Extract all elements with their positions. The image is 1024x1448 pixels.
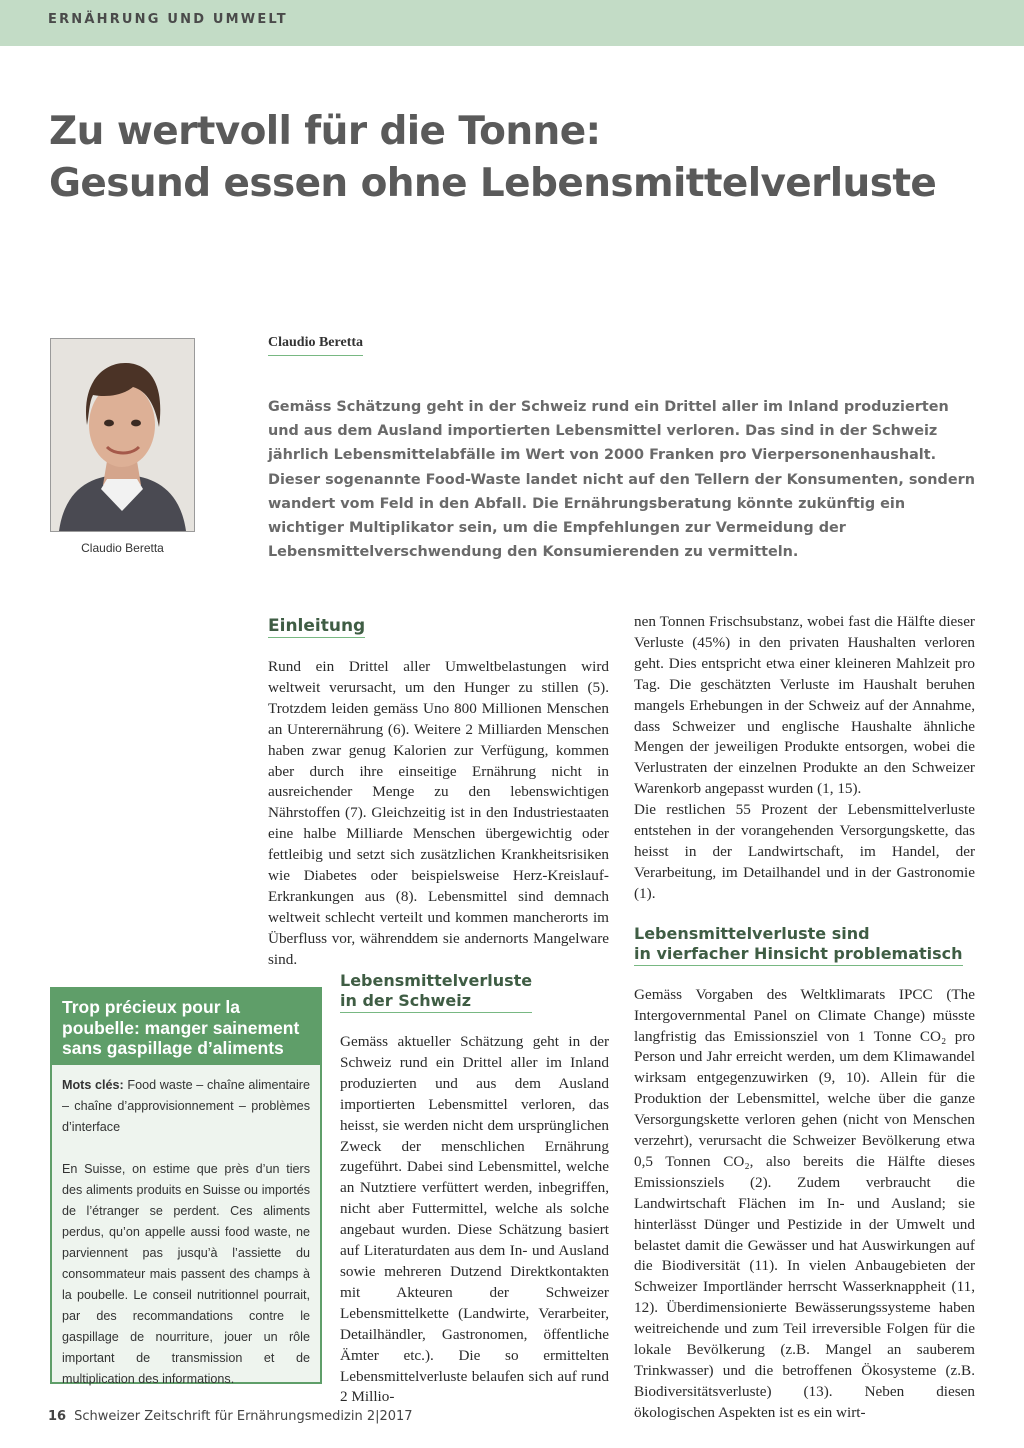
journal-name: Schweizer Zeitschrift für Ernährungsmedizin 2|2017 <box>74 1409 413 1424</box>
right-column <box>634 612 975 1424</box>
photo-caption: Claudio Beretta <box>81 541 164 555</box>
swiss-text: Gemäss aktueller Schätzung geht in der Schweiz rund ein Drittel aller im Inland produzierten und aus dem Ausland importierten Lebensmittel verloren, das heisst, sie werden nicht dem ursprünglichen Zweck der menschlichen Ernährung zugeführt. Dabei sind Lebensmittel, welche an Nutztiere verfüttert werden, inbegriffen, nicht aber Futtermittel, welche als solche angebaut wurden. Diese Schätzung basiert auf Literaturdaten aus dem In- und Ausland sowie mehreren Dutzend Direktkontakten mit Akteuren der Schweizer Lebensmittelkette (Landwirte, Verarbeiter, Detailhändler, Gastronomen, öffentliche Ämter etc.). Die so ermittelten Lebensmittelverluste belaufen sich auf rund 2 Millio- <box>340 1033 609 1406</box>
article-title-line1: Zu wertvoll für die Tonne: <box>49 109 601 154</box>
intro-heading: Einleitung <box>268 616 366 636</box>
problem-text: Gemäss Vorgaben des Weltklimarats IPCC (The Intergovernmental Panel on Climate Change) müsste langfristig das Emissionsziel von 1 Tonne CO₂ pro Person und Jahr erreicht werden, um dem Klimawandel wirksam entgegenzuwirken (9, 10). Allein für die Produktion der Lebensmittel, welche über die ganze Versorgungskette verloren gehen (nicht von Menschen verzehrt), verursacht die Schweizer Bevölkerung etwa 0,5 Tonnen CO₂, also bereits die Hälfte dieses Emissionsziels (2). Zudem verbraucht die Landwirtschaft Flächen im In- und Ausland; sie hinterlässt Dünger und Pestizide in der Umwelt und belastet damit die Gewässer und hat Auswirkungen auf die Biodiversität (11). In vielen Anbaugebieten der Schweizer Importländer herrscht Wasserknappheit (11, 12). Überdimensionierte Bewässerungssysteme haben weitreichende und zum Teil irreversible Folgen für die lokale Bevölkerung (z.B. Mangel an sauberem Trinkwasser) und die betroffenen Ökosysteme (z.B. Biodiversitätsverluste) (13). Neben diesen ökologischen Aspekten ist es ein wirt- <box>634 985 975 1421</box>
keywords-paragraph <box>62 1075 310 1138</box>
problem-heading-line2: in vierfacher Hinsicht problematisch <box>634 943 963 963</box>
swiss-heading-line1: Lebensmittelverluste <box>340 971 533 990</box>
right-text-p1: nen Tonnen Frischsubstanz, wobei fast die Hälfte dieser Verluste (45%) in den privaten Haushalten verloren geht. Dies entspricht etwa einer kleineren Mahlzeit pro Tag. Die geschätzten Verluste im Haushalt beruhen mangels Erhebungen in der Schweiz auf der Annahme, dass Schweizer und englische Haushalte ähnliche Mengen der jeweiligen Produkte entsorgen, wobei die Verlustraten der einzelnen Produkte an den Schweizer Warenkorb angepasst wurden (1, 15). <box>634 613 975 798</box>
section-label: ERNÄHRUNG UND UMWELT <box>48 12 288 27</box>
keywords-label: Mots clés: <box>62 1077 124 1092</box>
article-title <box>49 106 936 210</box>
french-summary-text: En Suisse, on estime que près d’un tiers des aliments produits en Suisse ou importés de l’étranger se perdent. Ces aliments perdus, qu’on appelle aussi food waste, ne parviennent pas jusqu’à l’assiette du consommateur mais passent des champs à la poubelle. Le conseil nutritionnel pourrait, par des recommandations contre le gaspillage de nourriture, jouer un rôle important de transmission et de multiplication des informations. <box>62 1161 310 1386</box>
abstract: Gemäss Schätzung geht in der Schweiz rund ein Drittel aller im Inland produzierten und aus dem Ausland importierten Lebensmittel verloren. Das sind in der Schweiz jährlich Lebensmittelabfälle im Wert von 2000 Franken pro Vierpersonenhaushalt. Dieser sogenannte Food-Waste landet nicht auf den Tellern der Konsumenten, sondern wandert vom Feld in den Abfall. Die Ernährungsberatung könnte zukünftig ein wichtiger Multiplikator sein, um die Empfehlungen zur Vermeidung der Lebensmittelverschwendung den Konsumierenden zu vermitteln. <box>268 399 975 561</box>
keywords-text: Food waste – chaîne alimentaire – chaîne d’approvisionnement – problèmes d’interface <box>62 1077 310 1134</box>
page-number: 16 <box>48 1409 67 1424</box>
problem-heading-line1: Lebensmittelverluste sind <box>634 923 870 943</box>
author-portrait-icon <box>51 339 194 531</box>
author-photo <box>50 338 195 532</box>
french-summary-body <box>52 1065 320 1390</box>
problem-heading <box>634 924 963 966</box>
swiss-section <box>340 971 609 1408</box>
author-byline: Claudio Beretta <box>268 335 363 356</box>
intro-section <box>268 616 609 971</box>
swiss-heading <box>340 971 532 1013</box>
right-text-p2: Die restlichen 55 Prozent der Lebensmittelverluste entstehen in der vorangehenden Versorgungskette, das heisst in der Landwirtschaft, im Handel, der Verarbeitung, im Detailhandel und in der Gastronomie (1). <box>634 801 975 902</box>
intro-text: Rund ein Drittel aller Umweltbelastungen wird weltweit verursacht, um den Hunger zu stillen (5). Trotzdem leiden gemäss Uno 800 Millionen Menschen an Unterernährung (6). Weitere 2 Milliarden Menschen haben zwar genug Kalorien zur Verfügung, kommen aber durch ihre einseitige Ernährung nicht in ausreichender Menge zu den lebenswichtigen Nährstoffen (7). Gleichzeitig ist in den Industriestaaten eine halbe Milliarde Menschen übergewichtig oder fettleibig und setzt sich zusätzlichen Krankheitsrisiken wie Diabetes oder beispielsweise Herz-Kreislauf-Erkrankungen aus (8). Lebensmittel sind demnach weltweit schlecht verteilt und kommen mancherorts im Überfluss vor, währenddem sie andernorts Mangelware sind. <box>268 658 609 968</box>
french-summary-title: Trop précieux pour la poubelle: manger sainement sans gaspillage d’aliments <box>52 989 320 1065</box>
french-summary-box <box>50 987 322 1384</box>
swiss-heading-line2: in der Schweiz <box>340 991 472 1010</box>
page-footer <box>48 1409 413 1424</box>
article-title-line2: Gesund essen ohne Lebensmittelverluste <box>49 161 937 206</box>
